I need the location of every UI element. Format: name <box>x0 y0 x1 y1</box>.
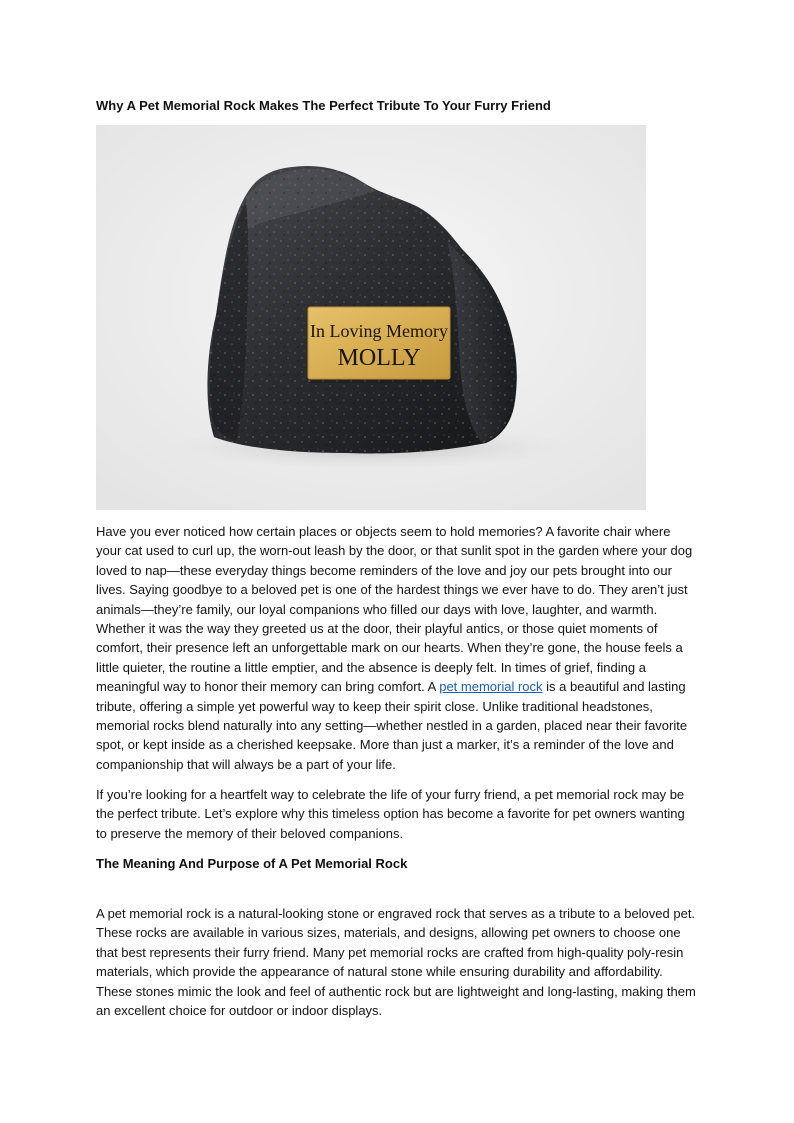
plaque-line-1: In Loving Memory <box>310 321 448 341</box>
memorial-plaque <box>308 307 453 383</box>
intro-text-after-link: is a beautiful and lasting tribute, offering a simple yet powerful way to keep their spirit close. Unlike traditional headstones, memorial rocks blend naturally into any setting—whether nestled in a garden, placed near their favorite spot, or kept inside as a cherished keepsake. More than just a marker, it’s a reminder of the love and companionship that will always be a part of your life. <box>96 679 688 772</box>
pet-memorial-rock-link[interactable]: pet memorial rock <box>439 679 543 695</box>
article-title: Why A Pet Memorial Rock Makes The Perfect Tribute To Your Furry Friend <box>96 98 551 113</box>
intro-paragraph <box>96 522 699 774</box>
third-paragraph: A pet memorial rock is a natural-looking stone or engraved rock that serves as a tribute to a beloved pet. These rocks are available in various sizes, materials, and designs, allowing pet owners to choose one that best represents their furry friend. Many pet memorial rocks are crafted from high-quality poly-resin materials, which provide the appearance of natural stone while ensuring durability and affordability. These stones mimic the look and feel of authentic rock but are lightweight and long-lasting, making them an excellent choice for outdoor or indoor displays. <box>96 906 696 1019</box>
intro-text-before-link: Have you ever noticed how certain places or objects seem to hold memories? A favorite chair where your cat used to curl up, the worn-out leash by the door, or that sunlit spot in the garden where your dog loved to nap—these everyday things become reminders of the love and joy our pets brought into our lives. Saying goodbye to a beloved pet is one of the hardest things we ever have to do. They aren’t just animals—they’re family, our loyal companions who filled our days with love, laughter, and warmth. Whether it was the way they greeted us at the door, their playful antics, or those quiet moments of comfort, their presence left an unforgettable mark on our hearts. When they’re gone, the house feels a little quieter, the routine a little emptier, and the absence is deeply felt. In times of grief, finding a meaningful way to honor their memory can bring comfort. A <box>96 524 693 695</box>
second-paragraph: If you’re looking for a heartfelt way to celebrate the life of your furry friend, a pet memorial rock may be the perfect tribute. Let’s explore why this timeless option has become a favorite for pet owners wanting to preserve the memory of their beloved companions. <box>96 787 685 841</box>
plaque-line-2: MOLLY <box>337 345 421 371</box>
rock-illustration <box>96 125 646 510</box>
section-heading: The Meaning And Purpose of A Pet Memorial Rock <box>96 856 408 871</box>
memorial-rock-image <box>96 125 646 510</box>
